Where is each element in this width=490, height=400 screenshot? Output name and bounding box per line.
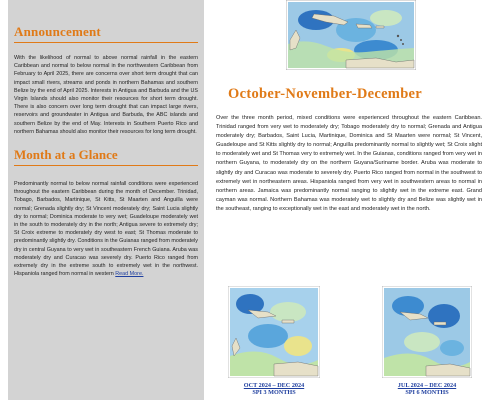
summary-text: Over the three month period, mixed conditions were experienced throughout the eastern Caribbean. Trinidad ranged from very wet to moderately dry; Tobago moderately dry to normal; Grenada and Antigua moderately dry; Barbados, Saint Lucia, Martinique, Dominica and St Maarten were normal; St Vincent, Guadeloupe and St Kitts slightly dry to normal; Anguilla predominantly normal to slightly wet; St Croix slight to moderately wet and St Thomas very to extremely wet. In the Guianas, conditions ranged from very wet in northern Guyana, to moderately dry on the northern Guyana/Suriname border. Aruba was moderate to slightly dry and Curacao was moderate to severely dry. Puerto Rico ranged from normal in the southwest to extremely wet in northeastern areas. Hispaniola ranged from very wet in southwestern areas to normal in northern areas. Jamaica was predominantly normal ranging to slightly wet in the extreme east. Grand cayman was normal. Northern Bahamas was moderately wet to slightly dry and Belize was slightly wet in the southeast, ranging to exceptionally wet in the east and moderately wet in the north. xyxy=(216,115,482,212)
main-content xyxy=(212,0,490,400)
month-text-body: Predominantly normal to below normal rainfall conditions were experienced throughout the eastern Caribbean during the month of December. Trinidad, Tobago, Barbados, Martinique, St Kitts, St Maarten and Anguilla were normal; Grenada slightly dry; St Vincent moderately dry; Saint Lucia slightly dry to normal; Dominica moderate to very wet; Guadeloupe moderately wet in the south to moderately dry in the north; Antigua severe to extremely dry; St Croix extreme to moderately dry west to east; St Thomas moderate to predominantly slightly dry. Conditions in the Guianas ranged from moderately dry in central Guyana to very wet in southeastern French Guiana. Aruba was moderately dry and Curacao was severely dry. Puerto Rico ranged from extremely dry in the extreme south to extremely wet in the northwest. Hispaniola ranged from normal in western xyxy=(14,181,198,278)
spi-6-month-caption xyxy=(372,382,482,396)
announcement-divider xyxy=(14,42,198,43)
caption-spi-right: SPI 6 MONTHS xyxy=(405,389,449,396)
announcement-text: With the likelihood of normal to above normal rainfall in the eastern Caribbean and normal to below normal in the northwestern Caribbean from February to April 2025, there are concerns over short term drought that can impact small rivers, streams and ponds in northern Bahamas and southern Belize by the end of April 2025. Interests in Antigua and Barbuda and the US Virgin Islands should also monitor their resources for short term drought. There is also concern over long term drought that can impact large rivers, reservoirs and groundwater in Antigua and Barbuda, the ABC islands and southern Belize by the end of May. Interests in Southern Puerto Rico and northern Bahamas should also monitor their resources for long term drought. xyxy=(14,55,198,135)
month-at-a-glance-text xyxy=(8,180,204,278)
caption-period-left[interactable]: OCT 2024 – DEC 2024 xyxy=(243,382,305,389)
month-divider xyxy=(14,165,198,166)
spi-3-month-map xyxy=(228,286,320,378)
spi-6-month-map xyxy=(382,286,472,378)
caption-period-right[interactable]: JUL 2024 – DEC 2024 xyxy=(397,382,457,389)
page-title: October-November-December xyxy=(228,86,423,102)
month-at-a-glance-heading: Month at a Glance xyxy=(14,147,118,163)
left-sidebar xyxy=(8,0,204,400)
announcement-heading: Announcement xyxy=(14,24,101,39)
spi-3-month-caption xyxy=(222,382,326,396)
read-more-link[interactable]: Read More. xyxy=(115,271,144,278)
caribbean-map-top xyxy=(286,0,416,70)
caption-spi-left: SPI 3 MONTHS xyxy=(252,389,296,396)
